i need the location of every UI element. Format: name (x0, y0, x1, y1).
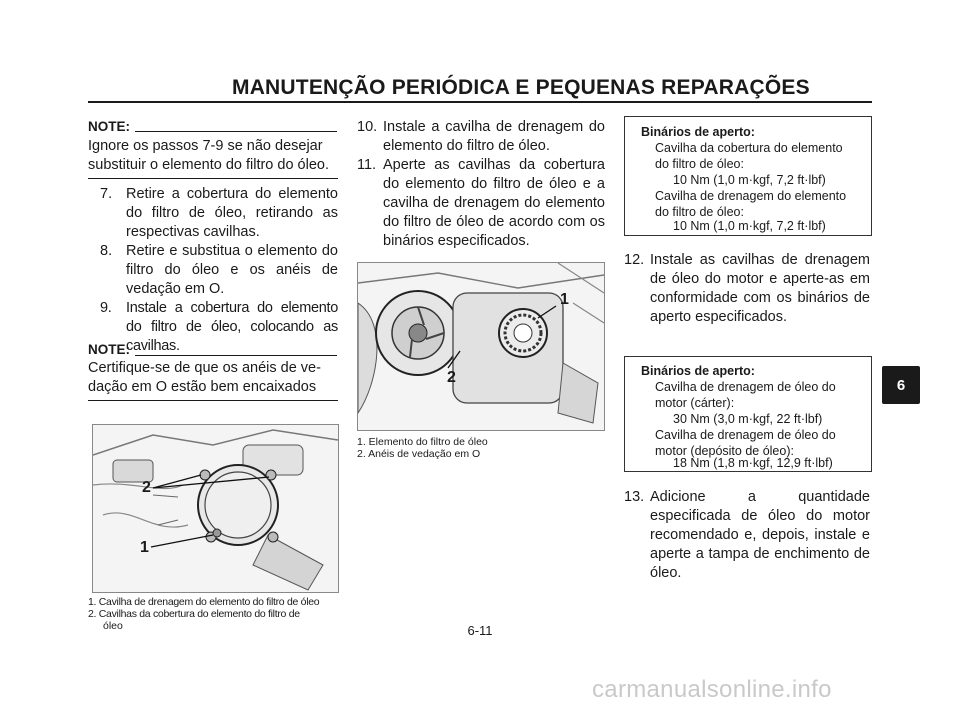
callout-1: 1 (560, 291, 569, 308)
step-text: Instale a cavilha de drenagem do elemento do filtro de óleo. (383, 119, 605, 154)
step-text: Instale a cobertura do elemento do filtro de óleo, colocando as cavilhas. (126, 300, 338, 354)
step-number: 10. (357, 119, 378, 135)
step-number: 7. (100, 186, 113, 202)
torque-spec-box-filter (624, 116, 872, 236)
figure-caption-2: 2. Anéis de vedação em O (357, 448, 481, 460)
torque-heading: Binários de aperto: (641, 125, 755, 139)
torque-item: motor (depósito de óleo): (655, 444, 794, 458)
step-10 (357, 118, 605, 156)
oil-filter-element-figure (357, 262, 605, 431)
engine-illustration (358, 263, 604, 430)
torque-item: Cavilha da cobertura do elemento (655, 141, 843, 155)
torque-item: do filtro de óleo: (655, 205, 744, 219)
header-rule (88, 101, 872, 103)
step-number: 13. (624, 489, 645, 505)
note-text-line1: Ignore os passos 7-9 se não desejar (88, 138, 323, 154)
figure-caption-2-cont: óleo (103, 620, 123, 632)
page-title: MANUTENÇÃO PERIÓDICA E PEQUENAS REPARAÇÕES (232, 76, 810, 99)
step-text: Retire a cobertura do elemento do filtro de óleo, retirando as respectivas cavilhas. (126, 186, 338, 240)
callout-1: 1 (140, 539, 149, 556)
torque-item: do filtro de óleo: (655, 157, 744, 171)
step-13 (624, 488, 870, 581)
torque-item: motor (cárter): (655, 396, 735, 410)
oil-filter-cover-figure (92, 424, 339, 593)
torque-spec-box-engine (624, 356, 872, 472)
note-end-rule (88, 178, 338, 179)
torque-value: 10 Nm (1,0 m·kgf, 7,2 ft·lbf) (673, 173, 826, 187)
step-text: Adicione a quantidade especificada de óleo do motor recomendado e, depois, instale e aperte a tampa de enchimento de óleo. (650, 489, 870, 581)
torque-heading: Binários de aperto: (641, 364, 755, 378)
engine-illustration (93, 425, 338, 592)
callout-2: 2 (447, 369, 456, 386)
torque-item: Cavilha de drenagem de óleo do (655, 380, 836, 394)
step-text: Retire e substitua o elemento do filtro do óleo e os anéis de vedação em O. (126, 243, 338, 297)
step-number: 12. (624, 252, 645, 268)
torque-value: 30 Nm (3,0 m·kgf, 22 ft·lbf) (673, 412, 823, 426)
figure-caption-1: 1. Cavilha de drenagem do elemento do filtro de óleo (88, 596, 320, 608)
torque-item: Cavilha de drenagem de óleo do (655, 428, 836, 442)
page-number: 6-11 (467, 623, 493, 638)
note-end-rule (88, 400, 338, 401)
step-number: 8. (100, 243, 113, 259)
torque-value: 18 Nm (1,8 m·kgf, 12,9 ft·lbf) (673, 456, 833, 470)
note-label: NOTE: (88, 119, 130, 134)
step-number: 9. (100, 300, 112, 316)
step-8 (100, 242, 338, 299)
note-underline (135, 355, 337, 356)
note-underline (135, 131, 337, 132)
note-label: NOTE: (88, 342, 130, 357)
note-text-line2: substituir o elemento do filtro do óleo. (88, 157, 329, 173)
torque-value: 10 Nm (1,0 m·kgf, 7,2 ft·lbf) (673, 219, 826, 233)
step-12 (624, 251, 870, 327)
step-text: Instale as cavilhas de drenagem de óleo do motor e aperte-as em conformidade com os binários de aperto especificados. (650, 252, 870, 325)
step-7 (100, 185, 338, 242)
callout-2: 2 (142, 479, 151, 496)
note-text-line1: Certifique-se de que os anéis de ve- (88, 360, 321, 376)
section-tab: 6 (882, 366, 920, 404)
torque-item: Cavilha de drenagem do elemento (655, 189, 847, 203)
watermark: carmanualsonline.info (592, 676, 832, 703)
step-11 (357, 156, 605, 251)
step-number: 11. (357, 157, 377, 173)
figure-caption-1: 1. Elemento do filtro de óleo (357, 436, 488, 448)
figure-caption-2: 2. Cavilhas da cobertura do elemento do filtro de (88, 608, 300, 620)
note-text-line2: dação em O estão bem encaixados (88, 379, 317, 395)
step-text: Aperte as cavilhas da cobertura do elemento do filtro de óleo e a cavilha de drenagem do elemento do filtro de óleo de acordo com os binários especificados. (383, 157, 605, 249)
